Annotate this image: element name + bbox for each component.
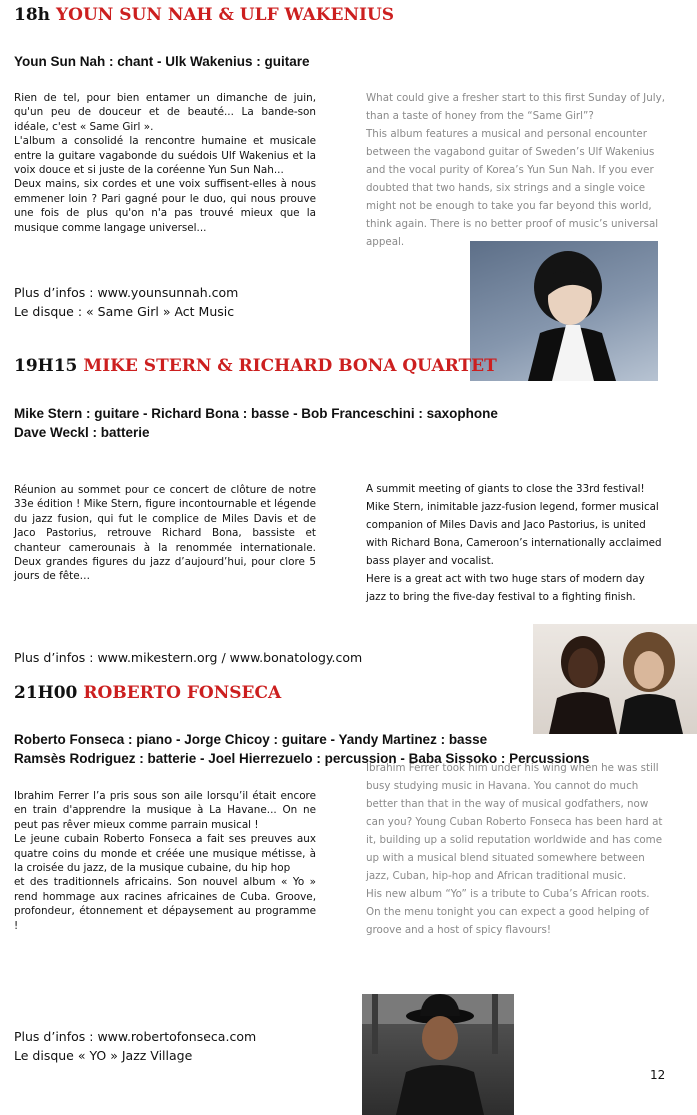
section-heading-3 xyxy=(14,683,281,703)
artist-photo xyxy=(470,241,658,381)
french-description xyxy=(14,91,316,235)
lineup-line: Youn Sun Nah : chant - Ulk Wakenius : guitare xyxy=(14,54,310,69)
french-description xyxy=(14,483,316,584)
artist-photo xyxy=(362,994,514,1115)
lineup-line: Ramsès Rodriguez : batterie - Joel Hierrezuelo : percussion - Baba Sissoko : Percussions xyxy=(14,751,590,766)
more-info xyxy=(14,1027,256,1065)
concert-time: 19H15 xyxy=(14,356,78,376)
english-description xyxy=(366,89,666,251)
more-info xyxy=(14,648,362,667)
section-heading-1 xyxy=(14,5,394,25)
paragraph: Deux mains, six cordes et une voix suffisent-elles à nous emmener loin ? Pari gagné pour le duo, qui nous prouve une fois de plus qu'on n'a pas trouvé mieux que la musique comme langage universel... xyxy=(14,178,316,234)
photo-illustration xyxy=(533,624,697,734)
english-description xyxy=(366,759,666,939)
paragraph: Ibrahim Ferrer took him under his wing when he was still busy studying music in Havana. You cannot do much better than that in the way of musical godfathers, now can you? Young Cuban Roberto Fonseca has been hard at it, building up a solid reputation worldwide and has come up with a musical blend situated somewhere between jazz, Cuban, hip-hop and African traditional music. xyxy=(366,762,663,882)
paragraph: Rien de tel, pour bien entamer un dimanche de juin, qu'un peu de douceur et de beauté... La bande-son idéale, c'est « Same Girl ». xyxy=(14,92,316,133)
artist-name: MIKE STERN & RICHARD BONA QUARTET xyxy=(83,356,497,376)
concert-time: 21H00 xyxy=(14,683,78,703)
concert-time: 18h xyxy=(14,5,51,25)
info-line: Plus d’infos : www.mikestern.org / www.bonatology.com xyxy=(14,650,363,665)
photo-illustration xyxy=(470,241,658,381)
artist-photo xyxy=(533,624,697,734)
section-heading-2 xyxy=(14,356,497,376)
paragraph: What could give a fresher start to this first Sunday of July, than a taste of honey from the “Same Girl”? xyxy=(366,92,665,122)
paragraph: His new album “Yo” is a tribute to Cuba’s African roots. On the menu tonight you can expect a good helping of groove and a host of spicy flavours! xyxy=(366,888,650,936)
info-line: Le disque : « Same Girl » Act Music xyxy=(14,304,235,319)
artist-name: YOUN SUN NAH & ULF WAKENIUS xyxy=(56,5,395,25)
lineup-line: Mike Stern : guitare - Richard Bona : basse - Bob Franceschini : saxophone xyxy=(14,406,498,421)
photo-illustration xyxy=(362,994,514,1115)
lineup xyxy=(14,404,498,442)
paragraph: Ibrahim Ferrer l’a pris sous son aile lorsqu’il était encore en train d'apprendre la musique à La Havane... On ne peut pas rêver mieux comme parrain musical ! xyxy=(14,790,316,831)
info-line: Le disque « YO » Jazz Village xyxy=(14,1048,193,1063)
info-line: Plus d’infos : www.younsunnah.com xyxy=(14,285,239,300)
paragraph: Le jeune cubain Roberto Fonseca a fait ses preuves aux quatre coins du monde et créée une musique métisse, à la croisée du jazz, de la musique cubaine, du hip hop xyxy=(14,833,316,875)
english-description xyxy=(366,480,666,606)
paragraph: A summit meeting of giants to close the 33rd festival! Mike Stern, inimitable jazz-fusion legend, former musical companion of Miles Davis and Jaco Pastorius, is united with Richard Bona, Cameroon’s internationally acclaimed bass player and vocalist. xyxy=(366,483,662,567)
info-line: Plus d’infos : www.robertofonseca.com xyxy=(14,1029,257,1044)
lineup-line: Dave Weckl : batterie xyxy=(14,425,150,440)
paragraph: et des traditionnels africains. Son nouvel album « Yo » rend hommage aux racines africaines de Cuba. Groove, profondeur, étonnement et dépaysement au programme ! xyxy=(14,876,316,932)
paragraph: Réunion au sommet pour ce concert de clôture de notre 33e édition ! Mike Stern, figure incontournable et légende du jazz fusion, qui fut le complice de Miles Davis et de Jaco Pastorius, retrouve Richard Bona, bassiste et chanteur camerounais à la renommée internationale. Deux grandes figures du jazz d’aujourd’hui, pour clore 5 jours de fête… xyxy=(14,484,316,583)
paragraph: L'album a consolidé la rencontre humaine et musicale entre la guitare vagabonde du suédois Ulf Wakenius et la voix douce et si juste de la coréenne Yun Sun Nah... xyxy=(14,135,316,177)
paragraph: This album features a musical and personal encounter between the vagabond guitar of Sweden’s Ulf Wakenius and the vocal purity of Korea’s Yun Sun Nah. If you ever doubted that two hands, six strings and a single voice might not be enough to take you far beyond this world, think again. There is no better proof of music’s universal appeal. xyxy=(366,128,659,248)
more-info xyxy=(14,283,238,321)
artist-name: ROBERTO FONSECA xyxy=(83,683,282,703)
lineup-line: Roberto Fonseca : piano - Jorge Chicoy : guitare - Yandy Martinez : basse xyxy=(14,732,488,747)
page-number: 12 xyxy=(650,1068,666,1082)
french-description xyxy=(14,789,316,933)
lineup xyxy=(14,52,310,71)
paragraph: Here is a great act with two huge stars of modern day jazz to bring the five-day festival to a fighting finish. xyxy=(366,573,645,603)
